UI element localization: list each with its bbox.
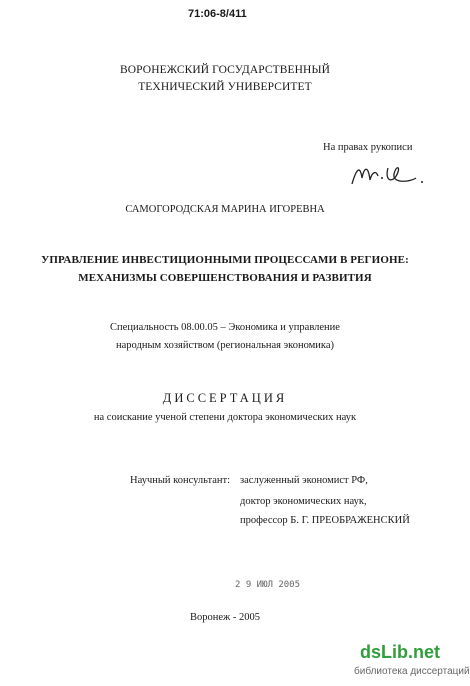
advisor-line3: профессор Б. Г. ПРЕОБРАЖЕНСКИЙ [240, 515, 410, 526]
degree-line: на соискание ученой степени доктора экономических наук [93, 412, 357, 423]
thesis-title-line2: МЕХАНИЗМЫ СОВЕРШЕНСТВОВАНИЯ И РАЗВИТИЯ [78, 272, 372, 284]
watermark [354, 642, 470, 686]
document-type: ДИССЕРТАЦИЯ [162, 391, 288, 405]
author-name: САМОГОРОДСКАЯ МАРИНА ИГОРЕВНА [125, 204, 325, 215]
university-name-line2: ТЕХНИЧЕСКИЙ УНИВЕРСИТЕТ [138, 81, 312, 93]
city-year: Воронеж - 2005 [189, 612, 261, 623]
date-stamp: 2 9 ИЮЛ 2005 [235, 580, 301, 590]
catalog-code: 71:06-8/411 [188, 8, 247, 20]
advisor-line1: заслуженный экономист РФ, [240, 475, 368, 486]
watermark-logo: dsLib.net [360, 642, 440, 662]
university-name-line1: ВОРОНЕЖСКИЙ ГОСУДАРСТВЕННЫЙ [119, 64, 330, 76]
advisor-line2: доктор экономических наук, [240, 496, 367, 507]
specialty-line2: народным хозяйством (региональная экономика) [116, 340, 334, 351]
thesis-title-line1: УПРАВЛЕНИЕ ИНВЕСТИЦИОННЫМИ ПРОЦЕССАМИ В РЕГИОНЕ: [41, 254, 409, 266]
advisor-label: Научный консультант: [130, 475, 231, 486]
specialty-line1: Специальность 08.00.05 – Экономика и управление [110, 322, 340, 333]
watermark-subtitle: библиотека диссертаций [354, 666, 470, 677]
rights-note: На правах рукописи [323, 142, 413, 153]
handwritten-signature-icon [350, 160, 440, 190]
